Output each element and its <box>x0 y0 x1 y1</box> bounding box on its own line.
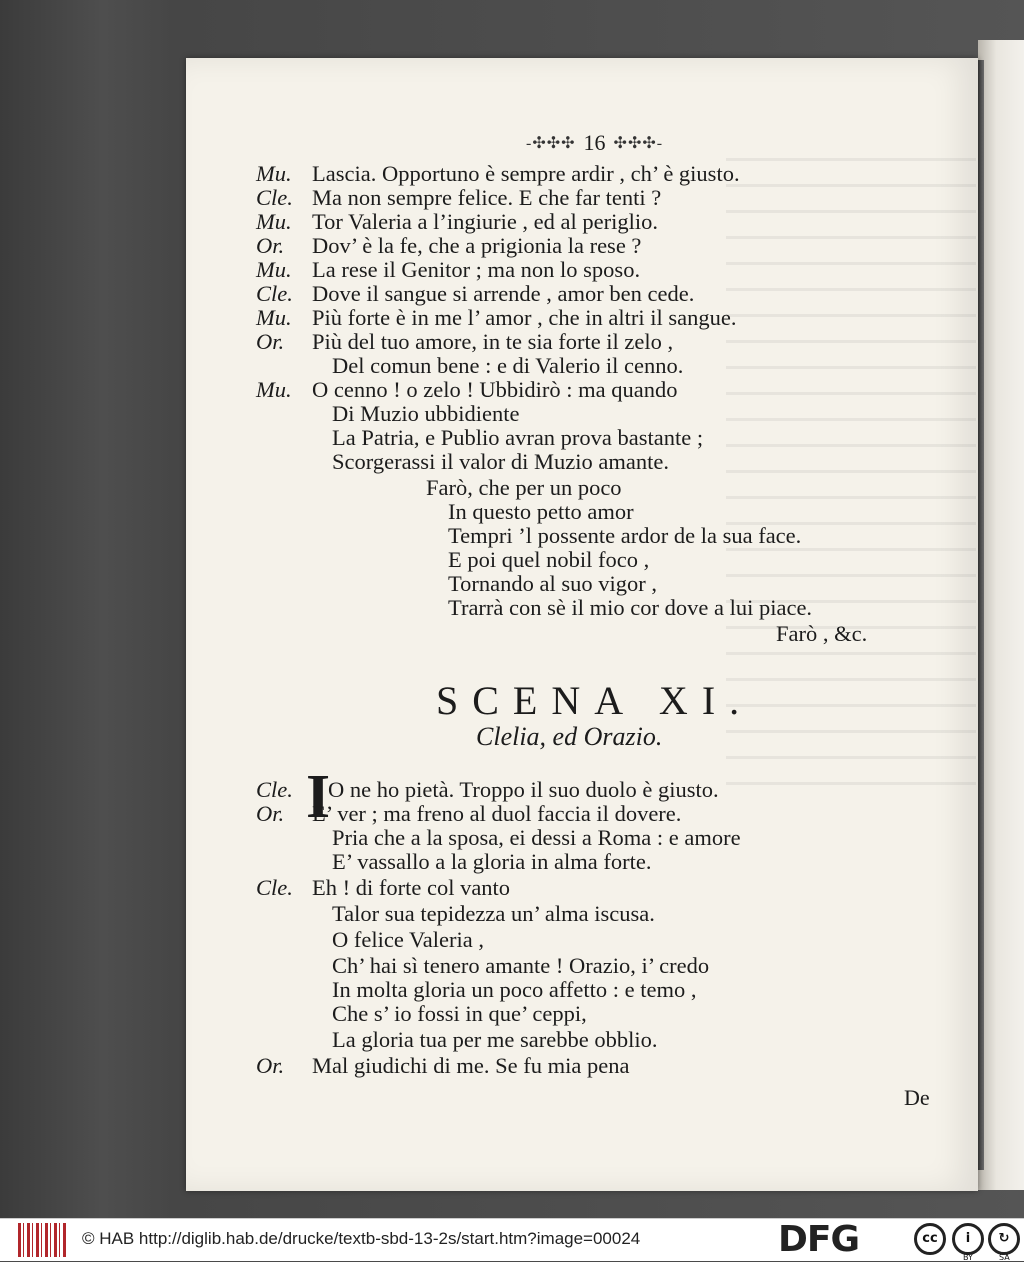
verse-line: Dove il sangue si arrende , amor ben cede. <box>312 281 695 306</box>
verse-line: Più forte è in me l’ amor , che in altri il sangue. <box>312 305 737 330</box>
verse-line: Che s’ io fossi in que’ ceppi, <box>332 1001 587 1026</box>
speaker-label: Mu. <box>256 209 292 234</box>
verse-line: E poi quel nobil foco , <box>448 547 650 572</box>
verse-line: La Patria, e Publio avran prova bastante ; <box>332 425 704 450</box>
verse-line: Tor Valeria a l’ingiurie , ed al periglio. <box>312 209 659 234</box>
viewer-footer <box>0 1218 1024 1261</box>
cc-by-label: BY <box>963 1253 973 1262</box>
scene-subtitle: Clelia, ed Orazio. <box>476 722 663 751</box>
verse-line: Dov’ è la fe, che a prigionia la rese ? <box>312 233 642 258</box>
verse-line: Talor sua tepidezza un’ alma iscusa. <box>332 901 655 926</box>
cc-license-icon[interactable]: cc <box>914 1223 946 1255</box>
verse-line: O ne ho pietà. Troppo il suo duolo è giusto. <box>328 777 719 802</box>
verse-line: Ma non sempre felice. E che far tenti ? <box>312 185 662 210</box>
verse-line: Lascia. Opportuno è sempre ardir , ch’ è giusto. <box>312 161 740 186</box>
verse-line: Trarrà con sè il mio cor dove a lui piace. <box>448 595 813 620</box>
verse-line: Scorgerassi il valor di Muzio amante. <box>332 449 670 474</box>
ornament-left-icon: -✣✣✣ <box>526 135 576 152</box>
speaker-label: Mu. <box>256 305 292 330</box>
hab-barcode-icon <box>18 1223 68 1257</box>
speaker-label: Mu. <box>256 377 292 402</box>
verse-line: La gloria tua per me sarebbe obblio. <box>332 1027 658 1052</box>
verse-line: In molta gloria un poco affetto : e temo , <box>332 977 697 1002</box>
speaker-label: Cle. <box>256 281 293 306</box>
speaker-label: Or. <box>256 801 285 826</box>
speaker-label: Or. <box>256 329 285 354</box>
speaker-label: Or. <box>256 1053 285 1078</box>
verse-line: Più del tuo amore, in te sia forte il zelo , <box>312 329 674 354</box>
verse-line: Mal giudichi di me. Se fu mia pena <box>312 1053 630 1078</box>
verse-line: In questo petto amor <box>448 499 634 524</box>
cc-sa-icon[interactable]: ↻ <box>988 1223 1020 1255</box>
verse-line: Tornando al suo vigor , <box>448 571 658 596</box>
cc-by-icon[interactable]: i <box>952 1223 984 1255</box>
page-number: 16 <box>583 130 606 155</box>
verse-line: La rese il Genitor ; ma non lo sposo. <box>312 257 641 282</box>
verse-line: E’ vassallo a la gloria in alma forte. <box>332 849 652 874</box>
page-text <box>186 58 978 1191</box>
verse-line: Ch’ hai sì tenero amante ! Orazio, i’ credo <box>332 953 710 978</box>
dfg-logo[interactable]: DFG <box>778 1219 860 1260</box>
speaker-label: Cle. <box>256 185 293 210</box>
cc-sa-label: SA <box>999 1253 1010 1262</box>
verse-line: Eh ! di forte col vanto <box>312 875 511 900</box>
speaker-label: Or. <box>256 233 285 258</box>
scene-title: SCENA XI. <box>436 678 754 723</box>
verse-line: O cenno ! o zelo ! Ubbidirò : ma quando <box>312 377 678 402</box>
verse-line: O felice Valeria , <box>332 927 485 952</box>
copyright-link[interactable]: © HAB http://diglib.hab.de/drucke/textb-sbd-13-2s/start.htm?image=00024 <box>82 1229 641 1248</box>
speaker-label: Mu. <box>256 257 292 282</box>
verse-line: Tempri ’l possente ardor de la sua face. <box>448 523 802 548</box>
speaker-label: Cle. <box>256 777 293 802</box>
speaker-label: Cle. <box>256 875 293 900</box>
ornament-right-icon: ✣✣✣- <box>613 135 664 152</box>
verse-line: E’ ver ; ma freno al duol faccia il dovere. <box>312 801 682 826</box>
verse-line: Farò , &c. <box>776 621 868 646</box>
drop-cap: I <box>306 763 331 831</box>
book-page <box>186 58 978 1191</box>
verse-line: Di Muzio ubbidiente <box>332 401 520 426</box>
catchword: De <box>904 1085 930 1110</box>
page-header <box>526 130 663 156</box>
book-spine <box>978 40 1024 1190</box>
verse-line: Farò, che per un poco <box>426 475 622 500</box>
verse-line: Pria che a la sposa, ei dessi a Roma : e amore <box>332 825 741 850</box>
verse-line: Del comun bene : e di Valerio il cenno. <box>332 353 684 378</box>
speaker-label: Mu. <box>256 161 292 186</box>
